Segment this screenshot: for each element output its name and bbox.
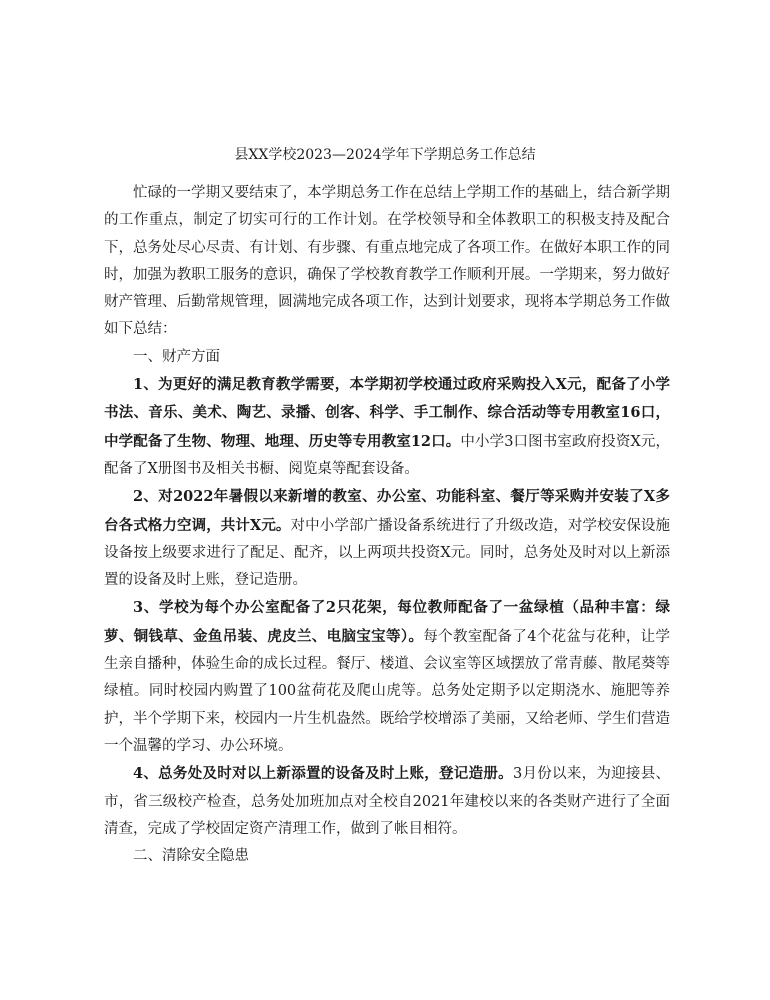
item-4-text: 3月份以来，为迎接县、市，省三级校产检查，总务处加班加点对全校自2021年建校以来的各类财产进行了全面清查，完成了学校固定资产清理工作，做到了帐目相符。 [104, 766, 670, 837]
item-paragraph-2 [104, 483, 670, 594]
intro-paragraph: 忙碌的一学期又要结束了，本学期总务工作在总结上学期工作的基础上，结合新学期的工作重点，制定了切实可行的工作计划。在学校领导和全体教职工的积极支持及配合下，总务处尽心尽责、有计划、有步骤、有重点地完成了各项工作。在做好本职工作的同时，加强为教职工服务的意识，确保了学校教育教学工作顺利开展。一学期来，努力做好财产管理、后勤常规管理，圆满地完成各项工作，达到计划要求，现将本学期总务工作做如下总结： [104, 185, 670, 338]
item-paragraph-3 [104, 594, 670, 760]
document-body [104, 180, 670, 870]
section-heading-safety: 二、清除安全隐患 [133, 848, 249, 865]
item-3-bold-text: 3、学校为每个办公室配备了2只花架，每位教师配备了一盆绿植（品种丰富：绿萝、铜钱草、金鱼吊装、虎皮兰、电脑宝宝等）。 [104, 599, 670, 645]
item-paragraph-1 [104, 371, 670, 483]
item-paragraph-4 [104, 760, 670, 843]
item-2-text: 对中小学部广播设备系统进行了升级改造，对学校安保设施设备按上级要求进行了配足、配齐，以上两项共投资X元。同时，总务处及时对以上新添置的设备及时上账，登记造册。 [104, 517, 671, 589]
section-heading-property: 一、财产方面 [133, 348, 220, 365]
item-4-bold-text: 4、总务处及时对以上新添置的设备及时上账，登记造册。 [133, 765, 513, 783]
document-title: 县XX学校2023—2024学年下学期总务工作总结 [234, 147, 536, 163]
item-1-text: 中小学3口图书室政府投资X元，配备了X册图书及相关书橱、阅览桌等配套设备。 [104, 433, 670, 477]
item-1-bold-text: 1、为更好的满足教育教学需要，本学期初学校通过政府采购投入X元，配备了小学书法、音乐、美术、陶艺、录播、创客、科学、手工制作、综合活动等专用教室16口，中学配备了生物、物理、地理、历史等专用教室12口。 [104, 376, 670, 450]
item-3-text: 每个教室配备了4个花盆与花种，让学生亲自播种，体验生命的成长过程。餐厅、楼道、会议室等区域摆放了常青藤、散尾葵等绿植。同时校园内购置了100盆荷花及爬山虎等。总务处定期予以定期浇水、施肥等养护，半个学期下来，校园内一片生机盎然。既给学校增添了美丽，又给老师、学生们营造一个温馨的学习、办公环境。 [104, 628, 671, 754]
item-2-bold-text: 2、对2022年暑假以来新增的教室、办公室、功能科室、餐厅等采购并安装了X多台各式格力空调，共计X元。 [104, 488, 670, 534]
